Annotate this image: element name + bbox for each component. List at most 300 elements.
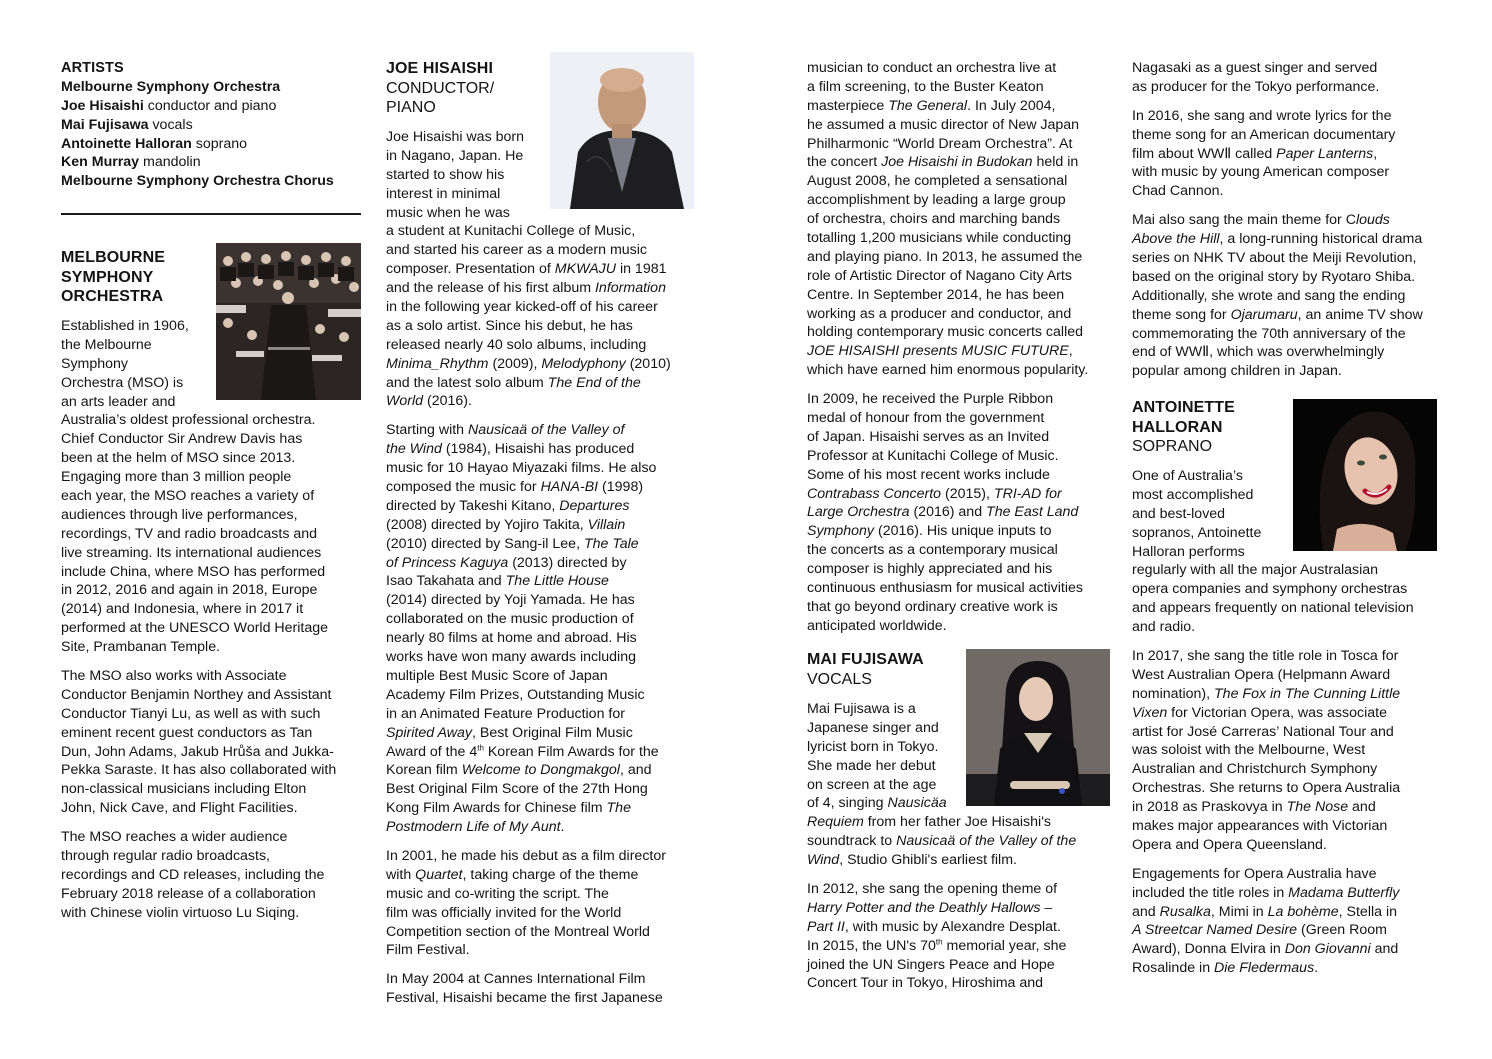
text-line [807, 390, 1107, 409]
text-segment: Chad Cannon. [1132, 183, 1224, 200]
text-line [386, 516, 686, 535]
text-line [1132, 268, 1437, 287]
text-line [807, 229, 1107, 248]
text-segment: In 2012, she sang the opening theme of [807, 881, 1058, 898]
text-segment: a film screening, to the Buster Keaton [807, 78, 1044, 95]
text-segment: in the following year kicked-off of his career [386, 299, 658, 316]
text-segment: Halloran performs [1132, 543, 1245, 560]
text-line [386, 185, 686, 204]
text-line [1132, 325, 1437, 344]
hisaishi-role [386, 79, 494, 118]
text-line [386, 743, 686, 762]
text-segment: Japanese singer and [807, 719, 939, 736]
text-line [1132, 647, 1437, 666]
text-segment: Professor at Kunitachi College of Music. [807, 447, 1059, 464]
text-segment: role of Artistic Director of Nagano City Arts [807, 267, 1072, 284]
text-line [386, 629, 686, 648]
text-line [807, 617, 1107, 636]
text-segment: and started his career as a modern music [386, 242, 648, 259]
text-segment: artist for José Carreras’ National Tour and [1132, 723, 1394, 740]
text-line: February 2018 release of a collaboration [61, 885, 316, 902]
text-segment: anticipated worldwide. [807, 617, 947, 634]
text-segment: from her father Joe Hisaishi's [863, 814, 1051, 831]
italic-title: The [606, 800, 631, 817]
text-segment: totalling 1,200 musicians while conducting [807, 230, 1072, 247]
italic-title: Madama Butterfly [1288, 884, 1400, 901]
text-segment: and appears frequently on national television [1132, 600, 1414, 617]
halloran-header [1132, 398, 1235, 457]
mso-heading-line: SYMPHONY [61, 268, 154, 286]
hisaishi-role-line: CONDUCTOR/ [386, 79, 495, 97]
text-line [1132, 163, 1437, 182]
text-segment: and the release of his first album [386, 280, 595, 297]
italic-title: The General [888, 97, 968, 114]
text-segment: as a solo artist. Since his debut, he has [386, 317, 633, 334]
text-segment: In May 2004 at Cannes International Film [386, 971, 646, 988]
text-segment: theme song for an American documentary [1132, 126, 1396, 143]
italic-title: the Wind [386, 441, 442, 458]
text-line [1132, 145, 1437, 164]
text-line [807, 937, 1107, 956]
text-segment: Festival, Hisaishi became the first Japanese [386, 990, 663, 1007]
mso-body [61, 317, 361, 933]
text-line [386, 535, 686, 554]
text-segment: West Australian Opera (Helpmann Award [1132, 666, 1391, 683]
text-segment: , Best Original Film Music [471, 724, 633, 741]
text-line [807, 428, 1107, 447]
text-line [807, 522, 1107, 541]
text-line [386, 222, 686, 241]
text-segment: that go beyond ordinary creative work is [807, 598, 1058, 615]
text-segment: regularly with all the major Australasian [1132, 562, 1379, 579]
text-segment: (2016). His unique inputs to [874, 523, 1052, 540]
text-line [386, 705, 686, 724]
italic-title: Nausicaä of the Valley of the [896, 833, 1077, 850]
italic-title: Quartet [415, 866, 463, 883]
text-line [386, 799, 686, 818]
text-line [386, 459, 686, 478]
artist-role: conductor and piano [143, 97, 277, 114]
text-segment: started to show his [386, 166, 505, 183]
text-line [1132, 211, 1437, 230]
text-line [1132, 836, 1437, 855]
fujisawa-body-continued [1132, 59, 1437, 391]
text-line [807, 719, 1107, 738]
text-line [807, 172, 1107, 191]
artist-name: Antoinette Halloran [61, 135, 192, 152]
text-segment: musician to conduct an orchestra live at [807, 60, 1057, 76]
paragraph [807, 880, 1107, 993]
text-segment: (2013) directed by [508, 554, 627, 571]
text-segment: Centre. In September 2014, he has been [807, 286, 1065, 303]
text-line [386, 497, 686, 516]
text-segment: music for 10 Hayao Miyazaki films. He also [386, 460, 657, 477]
text-line [1132, 126, 1437, 145]
italic-title: Spirited Away [386, 724, 472, 741]
halloran-name-line: ANTOINETTE [1132, 399, 1235, 416]
text-segment: , [1373, 145, 1378, 162]
text-line [1132, 287, 1437, 306]
text-line [1132, 940, 1437, 959]
text-segment: Kong Film Awards for Chinese film [386, 800, 607, 817]
text-segment: holding contemporary music concerts called [807, 324, 1083, 341]
text-line [386, 166, 686, 185]
text-segment: the concert [807, 154, 882, 171]
text-line [807, 485, 1107, 504]
text-segment: In 2001, he made his debut as a film director [386, 847, 666, 864]
text-line [807, 503, 1107, 522]
text-segment: a student at Kunitachi College of Music, [386, 223, 636, 240]
text-line: through regular radio broadcasts, [61, 848, 270, 865]
artist-name: Melbourne Symphony Orchestra [61, 78, 281, 95]
italic-title: Large Orchestra [807, 504, 910, 521]
text-line [1132, 543, 1437, 562]
text-line: live streaming. Its international audiences [61, 544, 322, 561]
text-line [807, 78, 1107, 97]
text-line [386, 554, 686, 573]
italic-title: Melodyphony [541, 355, 626, 372]
text-line: The MSO also works with Associate [61, 668, 287, 685]
halloran-role: SOPRANO [1132, 438, 1213, 455]
artist-entry [61, 116, 334, 135]
text-segment: with music by young American composer [1132, 164, 1390, 181]
text-line [1132, 561, 1437, 580]
text-segment: of orchestra, choirs and marching bands [807, 211, 1061, 228]
text-line [807, 191, 1107, 210]
text-line [807, 248, 1107, 267]
text-line [807, 560, 1107, 579]
text-segment: multiple Best Music Score of Japan [386, 667, 608, 684]
artists-list [61, 78, 334, 191]
text-line [807, 305, 1107, 324]
text-line [807, 974, 1107, 993]
text-line [807, 598, 1107, 617]
text-segment: of Japan. Hisaishi serves as an Invited [807, 428, 1050, 445]
text-segment: , Studio Ghibli's earliest film. [839, 852, 1017, 869]
text-line [386, 591, 686, 610]
text-line [386, 336, 686, 355]
italic-title: La bohème [1267, 903, 1339, 920]
text-line [1132, 78, 1437, 97]
text-line [807, 97, 1107, 116]
paragraph [1132, 467, 1437, 637]
text-segment: Philharmonic “World Dream Orchestra”. At [807, 135, 1073, 152]
text-line [807, 361, 1107, 380]
paragraph [61, 667, 361, 818]
paragraph [61, 828, 361, 922]
text-segment: Korean Film Awards for the [483, 743, 659, 760]
text-line [807, 286, 1107, 305]
text-segment: She made her debut [807, 757, 936, 774]
text-line [807, 210, 1107, 229]
artist-entry [61, 153, 334, 172]
text-segment: and [1132, 903, 1160, 920]
text-segment: collaborated on the music production of [386, 611, 634, 628]
text-segment: composer is highly appreciated and his [807, 561, 1053, 578]
text-line: Pekka Saraste. It has also collaborated with [61, 762, 337, 779]
text-line [386, 421, 686, 440]
text-line [1132, 741, 1437, 760]
text-line [386, 572, 686, 591]
italic-title: Above the Hill [1132, 231, 1220, 248]
text-line [386, 440, 686, 459]
text-segment: interest in minimal [386, 185, 501, 202]
artist-entry [61, 172, 334, 191]
text-line: The MSO reaches a wider audience [61, 829, 288, 846]
artists-section [61, 59, 334, 191]
text-segment: Award of the 4 [386, 743, 478, 760]
text-segment: and the latest solo album [386, 374, 548, 391]
paragraph [1132, 647, 1437, 855]
text-line [386, 686, 686, 705]
text-segment: . [1314, 960, 1319, 977]
text-segment: , [1068, 343, 1073, 360]
text-line [386, 989, 686, 1008]
text-line [1132, 182, 1437, 201]
italic-title: The Fox in The Cunning Little [1214, 685, 1401, 702]
text-line [807, 135, 1107, 154]
text-segment: soundtrack to [807, 833, 897, 850]
text-segment: masterpiece [807, 97, 889, 114]
text-line [807, 409, 1107, 428]
text-line [1132, 306, 1437, 325]
text-line [386, 818, 686, 837]
text-line [807, 880, 1107, 899]
text-segment: film about WWⅡ called [1132, 145, 1277, 162]
text-segment: August 2008, he completed a sensational [807, 173, 1068, 190]
text-line [386, 478, 686, 497]
text-segment: (2010) directed by Sang-il Lee, [386, 535, 584, 552]
text-segment: , taking charge of the theme [462, 866, 639, 883]
text-line [386, 279, 686, 298]
text-segment: , an anime TV show [1297, 306, 1423, 323]
text-line [1132, 249, 1437, 268]
text-line [386, 147, 686, 166]
italic-title: The Little House [505, 573, 609, 590]
text-segment: lyricist born in Tokyo. [807, 738, 939, 755]
text-line [1132, 685, 1437, 704]
text-segment: Isao Takahata and [386, 573, 506, 590]
italic-title: Joe Hisaishi in Budokan [881, 154, 1033, 171]
text-line [1132, 467, 1437, 486]
italic-title: Nausicaä of the Valley of [468, 422, 625, 439]
text-segment: (Green Room [1297, 922, 1387, 939]
text-line: John, Nick Cave, and Flight Facilities. [61, 800, 298, 817]
text-line [807, 323, 1107, 342]
text-line [386, 847, 686, 866]
artist-role: soprano [191, 135, 248, 152]
ordinal-suffix: th [477, 742, 484, 752]
italic-title: Don Giovanni [1284, 941, 1371, 958]
italic-title: Die Fledermaus [1214, 960, 1315, 977]
text-segment: Nagasaki as a guest singer and served [1132, 60, 1378, 76]
section-divider [61, 213, 361, 215]
text-line [807, 153, 1107, 172]
text-segment: working as a producer and conductor, and [807, 305, 1072, 322]
text-segment: In 2017, she sang the title role in Tosca for [1132, 648, 1399, 665]
text-segment: in Nagano, Japan. He [386, 147, 524, 164]
text-segment: and best-loved [1132, 505, 1226, 522]
text-segment: , a long-running historical drama [1219, 231, 1423, 248]
text-line [386, 724, 686, 743]
text-line: include China, where MSO has performed [61, 563, 326, 580]
text-segment: opera companies and symphony orchestras [1132, 581, 1408, 598]
text-segment: . [560, 819, 565, 836]
text-segment: (2008) directed by Yojiro Takita, [386, 516, 588, 533]
text-line [807, 794, 1107, 813]
text-line: non-classical musicians including Elton [61, 781, 307, 798]
text-segment: (1984), Hisaishi has produced [441, 441, 635, 458]
italic-title: The East Land [986, 504, 1079, 521]
text-segment: music and co-writing the script. The [386, 885, 609, 902]
text-segment: sopranos, Antoinette [1132, 524, 1262, 541]
italic-title: The Tale [583, 535, 639, 552]
text-line [807, 267, 1107, 286]
text-segment: popular among children in Japan. [1132, 363, 1342, 380]
halloran-name-line: HALLORAN [1132, 418, 1223, 436]
text-line [1132, 723, 1437, 742]
artist-name: Joe Hisaishi [61, 97, 144, 114]
text-segment: (2015), [941, 485, 994, 502]
italic-title: Minima_Rhythm [386, 355, 489, 372]
italic-title: Vixen [1132, 704, 1168, 721]
text-segment: theme song for [1132, 306, 1231, 323]
hisaishi-name: JOE HISAISHI [386, 60, 494, 77]
text-line [1132, 59, 1437, 78]
text-segment: , Mimi in [1210, 903, 1268, 920]
text-segment: Korean film [386, 762, 462, 779]
text-segment: Award), Donna Elvira in [1132, 941, 1285, 958]
text-line [386, 941, 686, 960]
text-segment: most accomplished [1132, 486, 1254, 503]
text-line [386, 204, 686, 223]
italic-title: Paper Lanterns [1276, 145, 1374, 162]
hisaishi-role-line: PIANO [386, 99, 436, 116]
text-segment: as producer for the Tokyo performance. [1132, 78, 1380, 95]
text-segment: One of Australia’s [1132, 468, 1243, 484]
artist-name: Ken Murray [61, 154, 140, 171]
artists-heading: ARTISTS [61, 60, 124, 76]
italic-title: The Nose [1286, 799, 1349, 816]
text-line [386, 128, 686, 147]
text-line [1132, 618, 1437, 637]
italic-title: Rusalka [1159, 903, 1211, 920]
italic-title: TRI-AD for [993, 485, 1062, 502]
text-segment: (2010) [625, 355, 671, 372]
italic-title: HANA-BI [540, 479, 599, 496]
text-line [386, 610, 686, 629]
text-segment: In 2009, he received the Purple Ribbon [807, 391, 1054, 408]
text-segment: Additionally, she wrote and sang the ending [1132, 287, 1406, 304]
text-segment: nearly 80 films at home and abroad. His [386, 630, 637, 647]
text-line: eminent recent guest conductors as Tan [61, 724, 313, 741]
text-segment: Concert Tour in Tokyo, Hiroshima and [807, 975, 1044, 992]
italic-title: Villain [587, 516, 626, 533]
text-segment: (2016) and [909, 504, 987, 521]
text-segment: , Stella in [1338, 903, 1397, 920]
hisaishi-header [386, 59, 494, 118]
text-segment: the concerts as a contemporary musical [807, 542, 1058, 559]
text-segment: in an Animated Feature Production for [386, 705, 625, 722]
text-line [1132, 505, 1437, 524]
text-line [1132, 230, 1437, 249]
italic-title: louds [1355, 212, 1390, 229]
text-segment: and radio. [1132, 619, 1196, 636]
text-line [386, 298, 686, 317]
text-line: in 2012, 2016 and again in 2018, Europe [61, 582, 318, 599]
italic-title: The End of the [547, 374, 641, 391]
text-segment: Mai also sang the main theme for C [1132, 212, 1356, 229]
mso-heading-line: MELBOURNE [61, 249, 166, 266]
italic-title: Departures [559, 497, 630, 514]
text-segment: . In July 2004, [967, 97, 1056, 114]
text-segment: Australian and Christchurch Symphony [1132, 761, 1378, 778]
artist-name: Melbourne Symphony Orchestra Chorus [61, 173, 334, 190]
text-segment: Competition section of the Montreal World [386, 923, 650, 940]
text-line: Conductor Tianyi Lu, as well as with such [61, 705, 321, 722]
text-line [1132, 921, 1437, 940]
text-line [386, 260, 686, 279]
fujisawa-name: MAI FUJISAWA [807, 651, 924, 668]
ordinal-suffix: th [935, 936, 943, 946]
text-line [807, 342, 1107, 361]
text-segment: for Victorian Opera, was associate [1167, 704, 1387, 721]
text-segment: music when he was [386, 204, 510, 221]
text-segment: nomination), [1132, 685, 1215, 702]
text-line [1132, 107, 1437, 126]
text-segment: memorial year, she [942, 937, 1067, 954]
text-line [386, 241, 686, 260]
text-segment: of 4, singing [807, 795, 888, 812]
italic-title: A Streetcar Named Desire [1132, 922, 1298, 939]
text-line [807, 447, 1107, 466]
fujisawa-body [807, 700, 1107, 993]
artist-role: mandolin [139, 154, 201, 171]
paragraph [807, 700, 1107, 870]
halloran-body [1132, 467, 1437, 988]
text-line [386, 761, 686, 780]
text-segment: on screen at the age [807, 776, 937, 793]
paragraph [61, 317, 361, 657]
paragraph [1132, 107, 1437, 201]
text-line [386, 374, 686, 393]
text-line [807, 956, 1107, 975]
text-segment: directed by Takeshi Kitano, [386, 497, 560, 514]
text-segment: Some of his most recent works include [807, 466, 1050, 483]
text-line [1132, 343, 1437, 362]
text-line: Symphony [61, 355, 129, 372]
text-line [386, 355, 686, 374]
hisaishi-body [386, 128, 686, 1008]
text-segment: end of WWⅡ, which was overwhelmingly [1132, 344, 1385, 361]
text-segment: released nearly 40 solo albums, including [386, 336, 647, 353]
text-line [386, 648, 686, 667]
italic-title: Requiem [807, 814, 864, 831]
italic-title: Postmodern Life of My Aunt [386, 819, 561, 836]
text-line: Conductor Benjamin Northey and Assistant [61, 686, 332, 703]
text-line [1132, 760, 1437, 779]
text-segment: In 2015, the UN's 70 [807, 937, 936, 954]
text-line [807, 899, 1107, 918]
italic-title: Ojarumaru [1230, 306, 1298, 323]
text-line [1132, 704, 1437, 723]
mso-heading-line: ORCHESTRA [61, 288, 164, 305]
text-line [1132, 903, 1437, 922]
text-line [807, 579, 1107, 598]
text-line [386, 885, 686, 904]
paragraph [386, 421, 686, 837]
text-line: Engaging more than 3 million people [61, 469, 292, 486]
